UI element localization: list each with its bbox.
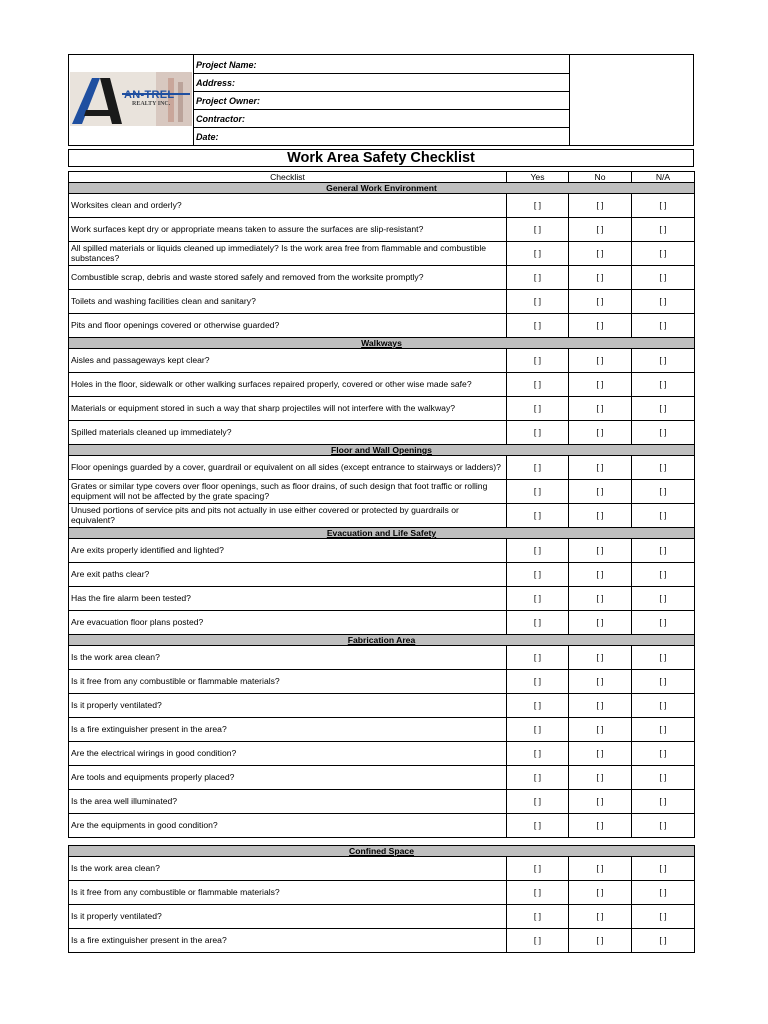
checkbox-na[interactable]: [ ]	[632, 421, 695, 445]
checklist-row	[69, 611, 695, 635]
checkbox-yes[interactable]: [ ]	[507, 266, 569, 290]
checklist-row	[69, 905, 695, 929]
checkbox-na[interactable]: [ ]	[632, 587, 695, 611]
checkbox-na[interactable]: [ ]	[632, 646, 695, 670]
checkbox-no[interactable]: [ ]	[569, 480, 632, 504]
project-name-field[interactable]: Project Name:	[194, 56, 570, 74]
checkbox-na[interactable]: [ ]	[632, 857, 695, 881]
section-header-general-work-environment	[69, 183, 695, 194]
checkbox-yes[interactable]: [ ]	[507, 905, 569, 929]
logo-subname: REALTY INC.	[132, 101, 171, 107]
checklist-row	[69, 718, 695, 742]
checkbox-na[interactable]: [ ]	[632, 881, 695, 905]
checkbox-yes[interactable]: [ ]	[507, 670, 569, 694]
section-title	[69, 528, 695, 539]
checkbox-no[interactable]: [ ]	[569, 563, 632, 587]
section-title-text: General Work Environment	[326, 183, 437, 193]
checklist-question: Are tools and equipments properly placed?	[69, 766, 507, 790]
checklist-row	[69, 766, 695, 790]
section-title-text: Evacuation and Life Safety	[326, 528, 437, 538]
contractor-field[interactable]: Contractor:	[194, 110, 570, 128]
confined-space-table	[68, 845, 695, 953]
checklist-question: Combustible scrap, debris and waste stored safely and removed from the worksite promptly?	[69, 266, 507, 290]
checkbox-no[interactable]: [ ]	[569, 242, 632, 266]
checklist-question: Materials or equipment stored in such a way that sharp projectiles will not interfere with the walkway?	[69, 397, 507, 421]
checkbox-no[interactable]: [ ]	[569, 504, 632, 528]
section-title	[69, 846, 695, 857]
checklist-row	[69, 290, 695, 314]
checkbox-yes[interactable]: [ ]	[507, 611, 569, 635]
checklist-row	[69, 694, 695, 718]
checklist-row	[69, 218, 695, 242]
checklist-row	[69, 790, 695, 814]
checkbox-na[interactable]: [ ]	[632, 242, 695, 266]
section-header-walkways	[69, 338, 695, 349]
checkbox-yes[interactable]: [ ]	[507, 314, 569, 338]
checkbox-no[interactable]: [ ]	[569, 218, 632, 242]
checkbox-na[interactable]: [ ]	[632, 290, 695, 314]
checklist-question: Is it free from any combustible or flammable materials?	[69, 881, 507, 905]
checkbox-na[interactable]: [ ]	[632, 349, 695, 373]
checkbox-na[interactable]: [ ]	[632, 456, 695, 480]
checklist-question: Are the equipments in good condition?	[69, 814, 507, 838]
checklist-question: Pits and floor openings covered or otherwise guarded?	[69, 314, 507, 338]
checklist-question: Floor openings guarded by a cover, guardrail or equivalent on all sides (except entrance to stairways or ladders)?	[69, 456, 507, 480]
checkbox-na[interactable]: [ ]	[632, 694, 695, 718]
checklist-question: All spilled materials or liquids cleaned up immediately? Is the work area free from flammable and combustible substances?	[69, 242, 507, 266]
checkbox-no[interactable]: [ ]	[569, 857, 632, 881]
checklist-row	[69, 646, 695, 670]
checklist-row	[69, 857, 695, 881]
checkbox-no[interactable]: [ ]	[569, 397, 632, 421]
checkbox-no[interactable]: [ ]	[569, 742, 632, 766]
checklist-row	[69, 504, 695, 528]
checkbox-yes[interactable]: [ ]	[507, 766, 569, 790]
page-title: Work Area Safety Checklist	[68, 149, 694, 167]
checkbox-na[interactable]: [ ]	[632, 218, 695, 242]
checklist-question: Is it properly ventilated?	[69, 905, 507, 929]
checklist-row	[69, 670, 695, 694]
section-title-text: Fabrication Area	[347, 635, 416, 645]
checklist-question: Are the electrical wirings in good condition?	[69, 742, 507, 766]
checklist-question: Is a fire extinguisher present in the area?	[69, 718, 507, 742]
checkbox-no[interactable]: [ ]	[569, 611, 632, 635]
checkbox-yes[interactable]: [ ]	[507, 480, 569, 504]
checklist-question: Are evacuation floor plans posted?	[69, 611, 507, 635]
checkbox-no[interactable]: [ ]	[569, 373, 632, 397]
column-header-na: N/A	[632, 172, 695, 183]
checklist-table	[68, 171, 695, 838]
checkbox-no[interactable]: [ ]	[569, 266, 632, 290]
section-header-confined-space	[69, 846, 695, 857]
checkbox-no[interactable]: [ ]	[569, 694, 632, 718]
checkbox-na[interactable]: [ ]	[632, 905, 695, 929]
checkbox-no[interactable]: [ ]	[569, 646, 632, 670]
checkbox-yes[interactable]: [ ]	[507, 718, 569, 742]
column-header-checklist: Checklist	[69, 172, 507, 183]
checkbox-no[interactable]: [ ]	[569, 456, 632, 480]
checklist-row	[69, 373, 695, 397]
checkbox-yes[interactable]: [ ]	[507, 742, 569, 766]
checklist-row	[69, 881, 695, 905]
checkbox-no[interactable]: [ ]	[569, 349, 632, 373]
checkbox-yes[interactable]: [ ]	[507, 857, 569, 881]
checkbox-no[interactable]: [ ]	[569, 905, 632, 929]
checkbox-yes[interactable]: [ ]	[507, 456, 569, 480]
checklist-row	[69, 587, 695, 611]
checklist-row	[69, 480, 695, 504]
checkbox-yes[interactable]: [ ]	[507, 539, 569, 563]
checklist-row	[69, 242, 695, 266]
section-title-text: Floor and Wall Openings	[331, 445, 432, 455]
checkbox-na[interactable]: [ ]	[632, 539, 695, 563]
checkbox-no[interactable]: [ ]	[569, 790, 632, 814]
column-header-row	[69, 172, 695, 183]
checkbox-na[interactable]: [ ]	[632, 766, 695, 790]
checklist-row	[69, 194, 695, 218]
checkbox-yes[interactable]: [ ]	[507, 504, 569, 528]
checkbox-yes[interactable]: [ ]	[507, 646, 569, 670]
checkbox-yes[interactable]: [ ]	[507, 563, 569, 587]
checkbox-na[interactable]: [ ]	[632, 266, 695, 290]
checkbox-na[interactable]: [ ]	[632, 373, 695, 397]
checklist-row	[69, 397, 695, 421]
checklist-question: Is a fire extinguisher present in the area?	[69, 929, 507, 953]
column-header-yes: Yes	[507, 172, 569, 183]
section-title-text: Confined Space	[349, 846, 414, 856]
checklist-question: Grates or similar type covers over floor openings, such as floor drains, of such design that foot traffic or rolling equipment will not be affected by the grate spacing?	[69, 480, 507, 504]
checklist-question: Is it free from any combustible or flammable materials?	[69, 670, 507, 694]
checkbox-na[interactable]: [ ]	[632, 504, 695, 528]
checklist-question: Are exit paths clear?	[69, 563, 507, 587]
checkbox-yes[interactable]: [ ]	[507, 349, 569, 373]
checkbox-na[interactable]: [ ]	[632, 814, 695, 838]
checkbox-no[interactable]: [ ]	[569, 539, 632, 563]
address-field[interactable]: Address:	[194, 74, 570, 92]
checklist-question: Has the fire alarm been tested?	[69, 587, 507, 611]
checkbox-na[interactable]: [ ]	[632, 563, 695, 587]
checkbox-na[interactable]: [ ]	[632, 670, 695, 694]
checkbox-no[interactable]: [ ]	[569, 421, 632, 445]
checkbox-na[interactable]: [ ]	[632, 611, 695, 635]
checkbox-na[interactable]: [ ]	[632, 480, 695, 504]
checkbox-no[interactable]: [ ]	[569, 766, 632, 790]
checkbox-yes[interactable]: [ ]	[507, 373, 569, 397]
checklist-question: Spilled materials cleaned up immediately?	[69, 421, 507, 445]
checkbox-yes[interactable]: [ ]	[507, 290, 569, 314]
checklist-row	[69, 349, 695, 373]
section-header-floor-and-wall-openings	[69, 445, 695, 456]
section-title	[69, 183, 695, 194]
section-title-text: Walkways	[361, 338, 402, 348]
checkbox-no[interactable]: [ ]	[569, 670, 632, 694]
section-title	[69, 635, 695, 646]
checklist-row	[69, 266, 695, 290]
checklist-row	[69, 814, 695, 838]
checkbox-yes[interactable]: [ ]	[507, 929, 569, 953]
checkbox-yes[interactable]: [ ]	[507, 242, 569, 266]
checkbox-yes[interactable]: [ ]	[507, 814, 569, 838]
checkbox-na[interactable]: [ ]	[632, 397, 695, 421]
checklist-question: Worksites clean and orderly?	[69, 194, 507, 218]
column-header-no: No	[569, 172, 632, 183]
checkbox-na[interactable]: [ ]	[632, 929, 695, 953]
checklist-question: Aisles and passageways kept clear?	[69, 349, 507, 373]
checkbox-na[interactable]: [ ]	[632, 194, 695, 218]
checkbox-yes[interactable]: [ ]	[507, 881, 569, 905]
checklist-question: Is the work area clean?	[69, 646, 507, 670]
section-title	[69, 445, 695, 456]
checkbox-no[interactable]: [ ]	[569, 718, 632, 742]
checklist-question: Is it properly ventilated?	[69, 694, 507, 718]
checklist-question: Are exits properly identified and lighted?	[69, 539, 507, 563]
checkbox-yes[interactable]: [ ]	[507, 790, 569, 814]
checklist-row	[69, 539, 695, 563]
checklist-row	[69, 314, 695, 338]
date-field[interactable]: Date:	[196, 132, 219, 142]
checklist-question: Holes in the floor, sidewalk or other walking surfaces repaired properly, covered or other wise made safe?	[69, 373, 507, 397]
checklist-question: Toilets and washing facilities clean and sanitary?	[69, 290, 507, 314]
checklist-question: Is the work area clean?	[69, 857, 507, 881]
project-owner-field[interactable]: Project Owner:	[194, 92, 570, 110]
checkbox-yes[interactable]: [ ]	[507, 587, 569, 611]
section-header-evacuation-and-life-safety	[69, 528, 695, 539]
checklist-row	[69, 421, 695, 445]
checkbox-na[interactable]: [ ]	[632, 718, 695, 742]
checkbox-yes[interactable]: [ ]	[507, 694, 569, 718]
checkbox-no[interactable]: [ ]	[569, 814, 632, 838]
checkbox-yes[interactable]: [ ]	[507, 218, 569, 242]
checklist-question: Unused portions of service pits and pits not actually in use either covered or protected by guardrails or equivalent?	[69, 504, 507, 528]
checkbox-no[interactable]: [ ]	[569, 587, 632, 611]
checkbox-no[interactable]: [ ]	[569, 194, 632, 218]
checkbox-na[interactable]: [ ]	[632, 790, 695, 814]
checklist-question: Work surfaces kept dry or appropriate means taken to assure the surfaces are slip-resistant?	[69, 218, 507, 242]
checkbox-na[interactable]: [ ]	[632, 314, 695, 338]
checkbox-no[interactable]: [ ]	[569, 881, 632, 905]
checklist-row	[69, 456, 695, 480]
checkbox-yes[interactable]: [ ]	[507, 194, 569, 218]
checkbox-no[interactable]: [ ]	[569, 929, 632, 953]
section-header-fabrication-area	[69, 635, 695, 646]
checkbox-no[interactable]: [ ]	[569, 290, 632, 314]
checkbox-yes[interactable]: [ ]	[507, 397, 569, 421]
checklist-question: Is the area well illuminated?	[69, 790, 507, 814]
company-logo	[70, 72, 192, 126]
checklist-row	[69, 563, 695, 587]
checkbox-yes[interactable]: [ ]	[507, 421, 569, 445]
checklist-row	[69, 929, 695, 953]
checklist-row	[69, 742, 695, 766]
checkbox-na[interactable]: [ ]	[632, 742, 695, 766]
logo-name: AN-TREL	[124, 89, 175, 101]
checkbox-no[interactable]: [ ]	[569, 314, 632, 338]
section-title	[69, 338, 695, 349]
